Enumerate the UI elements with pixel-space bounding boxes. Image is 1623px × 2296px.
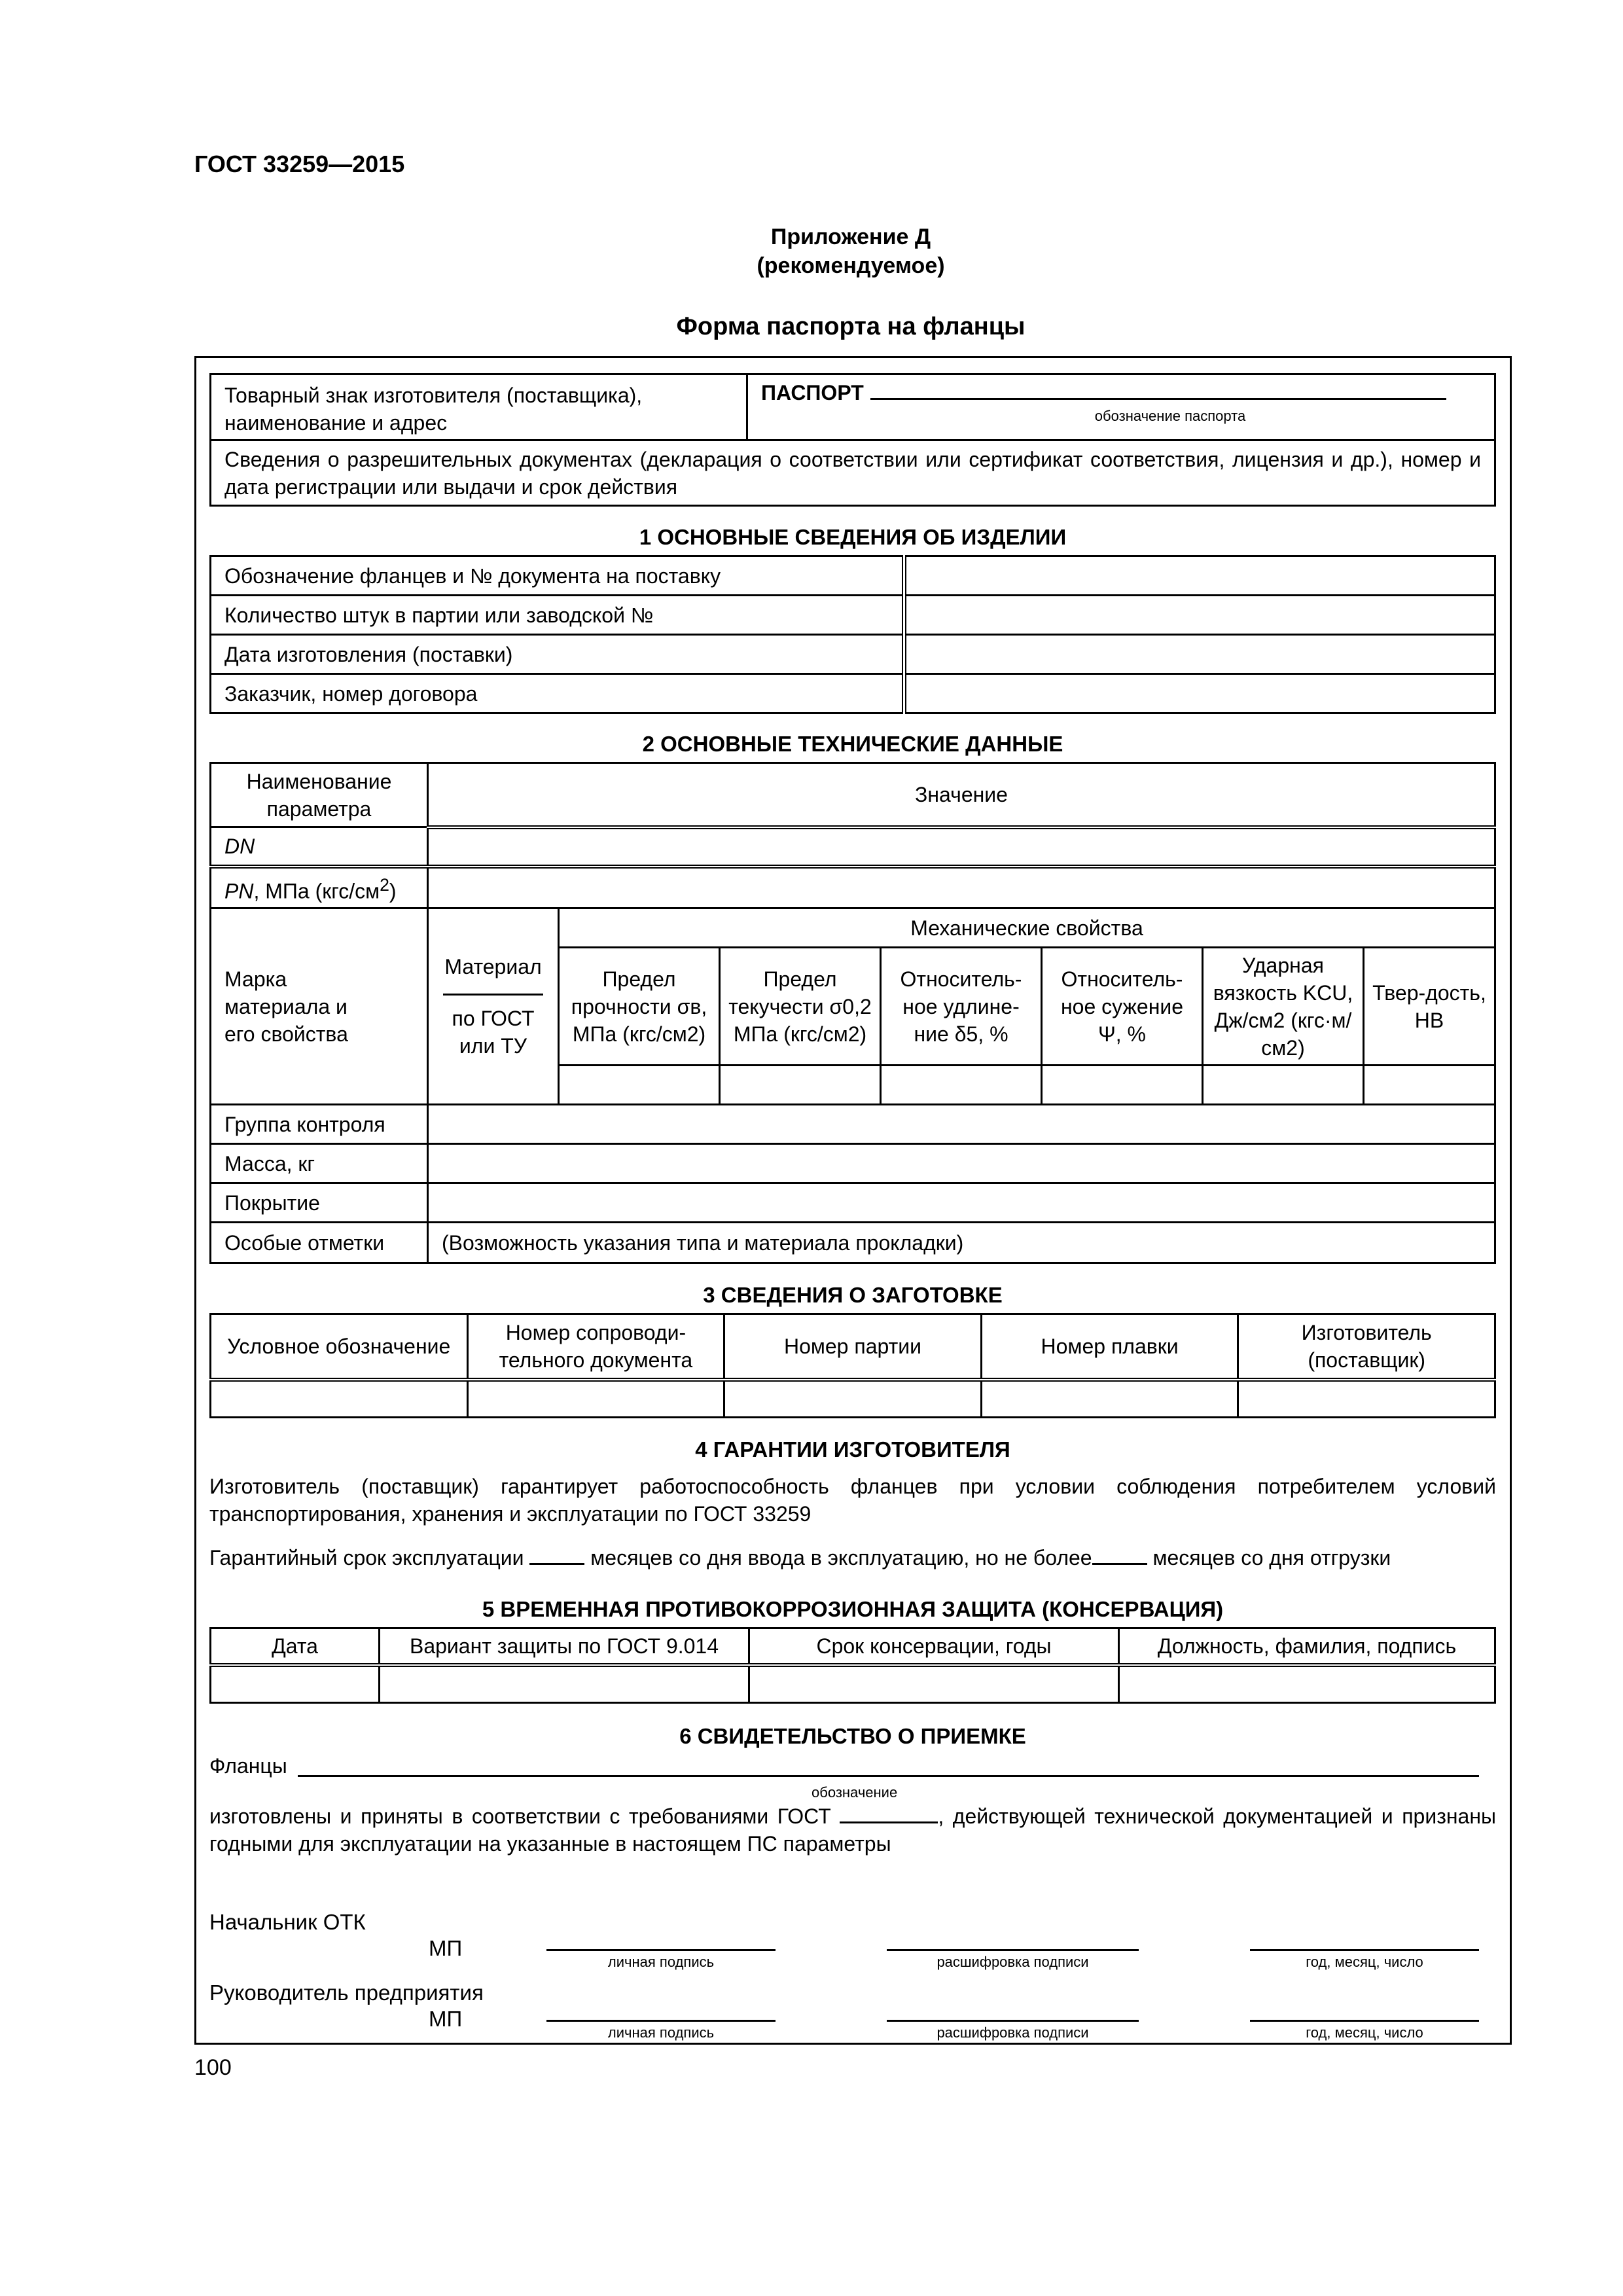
blank-supplier-header: Изготовитель (поставщик) bbox=[1238, 1314, 1495, 1380]
dn-label: DN bbox=[211, 827, 428, 867]
control-group-value[interactable] bbox=[428, 1105, 1495, 1144]
conservation-signature-header: Должность, фамилия, подпись bbox=[1119, 1628, 1495, 1665]
blank-batch-header: Номер партии bbox=[724, 1314, 982, 1380]
coating-label: Покрытие bbox=[211, 1183, 428, 1223]
blank-document-value[interactable] bbox=[467, 1380, 724, 1418]
permits-text: Сведения о разрешительных документах (декларация о соответствии или сертификат соответствия, лицензия и др.), номер и дата регистрации или выдачи и срок действия bbox=[224, 447, 1481, 499]
otk-role: Начальник ОТК bbox=[209, 1910, 366, 1934]
flanges-designation-line[interactable] bbox=[298, 1775, 1479, 1777]
coating-value[interactable] bbox=[428, 1183, 1495, 1223]
head-signature-row bbox=[209, 1981, 1496, 2046]
acceptance-text-b: , действующей технической документацией и признаны годными для эксплуатации на указанные в настоящем ПС параметры bbox=[209, 1804, 1497, 1856]
blank-document-header: Номер сопроводи-тельного документа bbox=[467, 1314, 724, 1380]
material-label: Материал по ГОСТ или ТУ bbox=[428, 908, 559, 1105]
elongation-header: Относитель-ное удлине-ние δ5, % bbox=[881, 948, 1042, 1066]
blank-supplier-value[interactable] bbox=[1238, 1380, 1495, 1418]
head-sign-line[interactable]: личная подпись bbox=[546, 2020, 776, 2041]
material-std: по ГОСТ или ТУ bbox=[452, 1007, 535, 1058]
flanges-row bbox=[209, 1754, 1496, 1801]
row-value[interactable] bbox=[904, 556, 1495, 596]
blank-designation-value[interactable] bbox=[211, 1380, 468, 1418]
row-value[interactable] bbox=[904, 635, 1495, 674]
acceptance-gost-line[interactable] bbox=[840, 1807, 938, 1823]
dn-value[interactable] bbox=[428, 827, 1495, 867]
warranty-months-line[interactable] bbox=[529, 1549, 584, 1565]
permits-field[interactable] bbox=[211, 440, 1495, 506]
reduction-value[interactable] bbox=[1042, 1066, 1203, 1105]
section3-title: 3 СВЕДЕНИЯ О ЗАГОТОВКЕ bbox=[703, 1283, 1003, 1307]
mass-label: Масса, кг bbox=[211, 1144, 428, 1183]
manufacturer-label: Товарный знак изготовителя (поставщика), наименование и адрес bbox=[224, 384, 643, 435]
standard-id: ГОСТ 33259—2015 bbox=[194, 151, 405, 177]
annex-heading bbox=[0, 223, 1623, 280]
passport-caption: обозначение паспорта bbox=[1094, 408, 1246, 424]
section4-title: 4 ГАРАНТИИ ИЗГОТОВИТЕЛЯ bbox=[695, 1437, 1010, 1462]
hardness-header: Твер-дость, НВ bbox=[1364, 948, 1495, 1066]
notes-hint: (Возможность указания типа и материала прокладки) bbox=[442, 1230, 964, 1255]
pn-suffix: , МПа (кгс/см bbox=[253, 879, 380, 903]
otk-date-line[interactable]: год, месяц, число bbox=[1250, 1949, 1479, 1971]
pn-label bbox=[211, 867, 428, 908]
param-header: Наименование параметра bbox=[211, 763, 428, 827]
acceptance-text-a: изготовлены и приняты в соответствии с требованиями ГОСТ bbox=[209, 1804, 831, 1828]
reduction-header: Относитель-ное сужение Ψ, % bbox=[1042, 948, 1203, 1066]
strength-value[interactable] bbox=[559, 1066, 720, 1105]
section2-table bbox=[209, 762, 1496, 1264]
control-group-label: Группа контроля bbox=[211, 1105, 428, 1144]
conservation-term-header: Срок консервации, годы bbox=[749, 1628, 1119, 1665]
passport-number-line[interactable] bbox=[870, 380, 1446, 400]
yield-value[interactable] bbox=[720, 1066, 881, 1105]
head-date-line[interactable]: год, месяц, число bbox=[1250, 2020, 1479, 2041]
conservation-term-value[interactable] bbox=[749, 1665, 1119, 1703]
table-row bbox=[211, 635, 1495, 674]
row-label: Дата изготовления (поставки) bbox=[211, 635, 904, 674]
pn-prefix: PN bbox=[224, 879, 254, 903]
conservation-variant-value[interactable] bbox=[380, 1665, 749, 1703]
row-label: Обозначение фланцев и № документа на поставку bbox=[211, 556, 904, 596]
elongation-value[interactable] bbox=[881, 1066, 1042, 1105]
flanges-caption: обозначение bbox=[812, 1784, 898, 1801]
warranty-shipment-line[interactable] bbox=[1092, 1549, 1147, 1565]
pn-value[interactable] bbox=[428, 867, 1495, 908]
pn-sup: 2 bbox=[380, 874, 389, 895]
warranty-period bbox=[209, 1546, 1496, 1570]
section5-table bbox=[209, 1627, 1496, 1704]
yield-header: Предел текучести σ0,2 МПа (кгс/см2) bbox=[720, 948, 881, 1066]
section1-table bbox=[209, 555, 1496, 714]
warranty-label-a: Гарантийный срок эксплуатации bbox=[209, 1546, 524, 1570]
strength-header: Предел прочности σв, МПа (кгс/см2) bbox=[559, 948, 720, 1066]
section6-title: 6 СВИДЕТЕЛЬСТВО О ПРИЕМКЕ bbox=[679, 1724, 1026, 1748]
conservation-date-value[interactable] bbox=[211, 1665, 380, 1703]
flanges-label: Фланцы bbox=[209, 1754, 287, 1778]
impact-value[interactable] bbox=[1203, 1066, 1364, 1105]
head-role: Руководитель предприятия bbox=[209, 1981, 484, 2005]
blank-heat-header: Номер плавки bbox=[981, 1314, 1238, 1380]
section2-title: 2 ОСНОВНЫЕ ТЕХНИЧЕСКИЕ ДАННЫЕ bbox=[642, 732, 1063, 756]
annex-title: Приложение Д bbox=[770, 224, 931, 249]
table-row bbox=[211, 1223, 1495, 1263]
hardness-value[interactable] bbox=[1364, 1066, 1495, 1105]
table-row bbox=[211, 556, 1495, 596]
table-row bbox=[211, 827, 1495, 867]
blank-batch-value[interactable] bbox=[724, 1380, 982, 1418]
passport-label: ПАСПОРТ bbox=[761, 381, 864, 404]
table-row bbox=[211, 674, 1495, 713]
section5-title: 5 ВРЕМЕННАЯ ПРОТИВОКОРРОЗИОННАЯ ЗАЩИТА (КОНСЕРВАЦИЯ) bbox=[482, 1597, 1224, 1621]
row-value[interactable] bbox=[904, 674, 1495, 713]
section3-table bbox=[209, 1313, 1496, 1418]
otk-decode-line[interactable]: расшифровка подписи bbox=[887, 1949, 1139, 1971]
conservation-variant-header: Вариант защиты по ГОСТ 9.014 bbox=[380, 1628, 749, 1665]
acceptance-text bbox=[209, 1803, 1496, 1857]
table-row bbox=[211, 1105, 1495, 1144]
section1-title: 1 ОСНОВНЫЕ СВЕДЕНИЯ ОБ ИЗДЕЛИИ bbox=[639, 525, 1067, 549]
mass-value[interactable] bbox=[428, 1144, 1495, 1183]
warranty-text: Изготовитель (поставщик) гарантирует работоспособность фланцев при условии соблюдения потребителем условий транспортирования, хранения и эксплуатации по ГОСТ 33259 bbox=[209, 1475, 1496, 1526]
annex-type: (рекомендуемое) bbox=[757, 253, 945, 278]
table-row bbox=[211, 1183, 1495, 1223]
material-grade-label: Марка материала и его свойства bbox=[211, 908, 428, 1105]
form-title: Форма паспорта на фланцы bbox=[676, 313, 1026, 340]
otk-signature-row bbox=[209, 1910, 1496, 1975]
warranty-label-b: месяцев со дня ввода в эксплуатацию, но не более bbox=[590, 1546, 1092, 1570]
stamp-label: МП bbox=[429, 1936, 463, 1960]
pn-close: ) bbox=[389, 879, 397, 903]
top-box bbox=[209, 373, 1496, 507]
stamp-label: МП bbox=[429, 2007, 463, 2031]
table-row bbox=[211, 1144, 1495, 1183]
table-row bbox=[211, 1665, 1495, 1703]
table-row bbox=[211, 596, 1495, 635]
page-number: 100 bbox=[194, 2055, 232, 2080]
otk-sign-line[interactable]: личная подпись bbox=[546, 1949, 776, 1971]
notes-value[interactable] bbox=[428, 1223, 1495, 1263]
row-label: Количество штук в партии или заводской № bbox=[211, 596, 904, 635]
table-row bbox=[211, 1380, 1495, 1418]
row-value[interactable] bbox=[904, 596, 1495, 635]
impact-header: Ударная вязкость KCU, Дж/см2 (кгс·м/см2) bbox=[1203, 948, 1364, 1066]
blank-heat-value[interactable] bbox=[981, 1380, 1238, 1418]
value-header: Значение bbox=[428, 763, 1495, 827]
head-decode-line[interactable]: расшифровка подписи bbox=[887, 2020, 1139, 2041]
blank-designation-header: Условное обозначение bbox=[211, 1314, 468, 1380]
notes-label: Особые отметки bbox=[211, 1223, 428, 1263]
table-row bbox=[211, 867, 1495, 908]
mech-header: Механические свойства bbox=[559, 908, 1495, 948]
passport-field[interactable] bbox=[747, 374, 1495, 440]
warranty-label-c: месяцев со дня отгрузки bbox=[1152, 1546, 1391, 1570]
conservation-date-header: Дата bbox=[211, 1628, 380, 1665]
conservation-signature-value[interactable] bbox=[1119, 1665, 1495, 1703]
row-label: Заказчик, номер договора bbox=[211, 674, 904, 713]
manufacturer-field[interactable] bbox=[211, 374, 747, 440]
